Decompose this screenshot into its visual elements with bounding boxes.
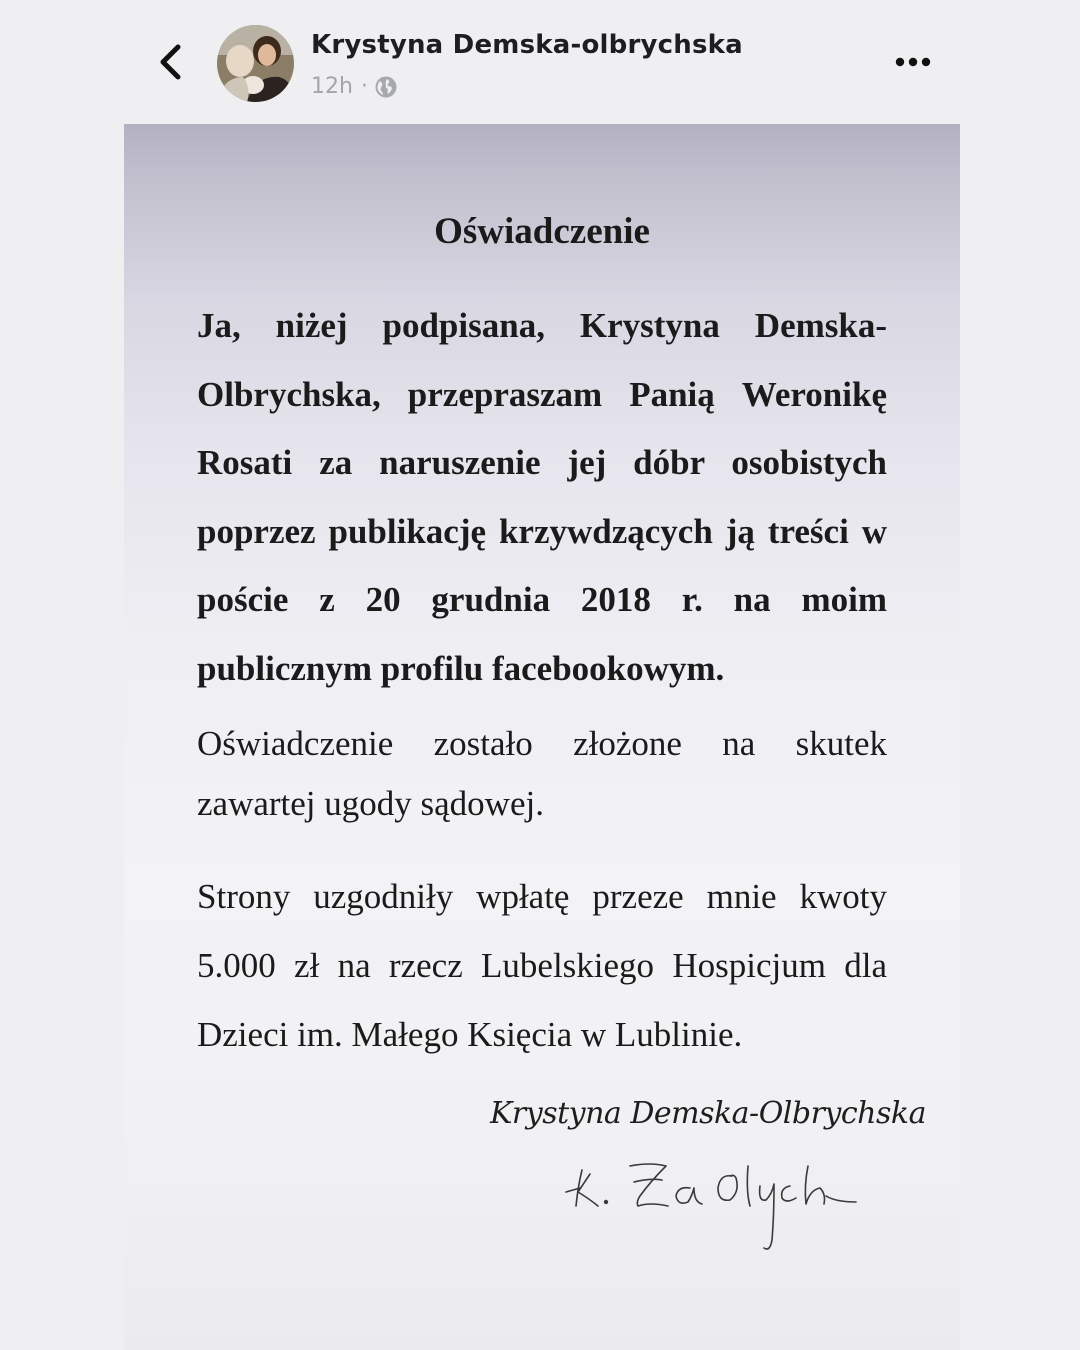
document-paragraph-donation: Strony uzgodniły wpłatę przeze mnie kwoty 5.000 zł na rzecz Lubelskiego Hospicjum dla Dzieci im. Małego Księcia w Lublinie. <box>197 877 887 1054</box>
document-paragraph-apology <box>197 292 887 703</box>
paragraph1-text-2: za naruszenie jej dóbr osobistych poprzez publikację krzywdzących ją treści w poście z 20 grudnia 2018 r. na moim publicznym profilu facebookowym. <box>197 443 887 688</box>
post-meta <box>311 74 398 99</box>
handwritten-signature <box>554 1136 884 1256</box>
document-paragraph-settlement: Oświadczenie zostało złożone na skutek zawartej ugody sądowej. <box>197 724 887 823</box>
post-header <box>0 0 1080 124</box>
avatar[interactable] <box>217 25 294 102</box>
back-button[interactable] <box>148 38 192 86</box>
paragraph1-name: Weronikę Rosati <box>197 374 887 482</box>
globe-icon <box>374 75 398 99</box>
more-horizontal-icon <box>895 57 931 67</box>
profile-photo <box>217 25 294 102</box>
post-photo[interactable] <box>124 124 960 1350</box>
author-name[interactable]: Krystyna Demska-olbrychska <box>311 30 743 60</box>
more-options-button[interactable] <box>890 42 936 82</box>
post-timestamp[interactable]: 12h <box>311 74 353 99</box>
document-title: Oświadczenie <box>434 211 650 252</box>
meta-separator: · <box>360 74 368 99</box>
chevron-left-icon <box>158 44 182 80</box>
paragraph1-text-1: Ja, niżej podpisana, Krystyna Demska-Olbrychska, przepraszam Panią <box>197 306 887 414</box>
signature-name: Krystyna Demska-Olbrychska <box>490 1096 926 1131</box>
